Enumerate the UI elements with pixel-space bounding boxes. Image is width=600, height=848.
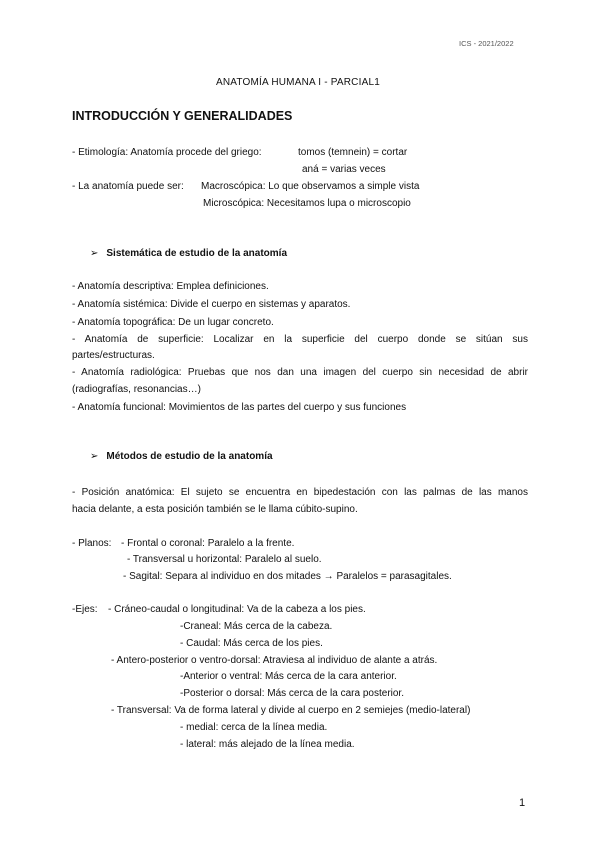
plano-item: - Transversal u horizontal: Paralelo al suelo.	[127, 554, 322, 565]
eje-subitem: - Caudal: Más cerca de los pies.	[180, 638, 323, 649]
plano-item: - Frontal o coronal: Paralelo a la frente.	[121, 538, 295, 549]
list-item: - Anatomía sistémica: Divide el cuerpo en sistemas y aparatos.	[72, 299, 351, 310]
arrow-bullet-icon: ➢	[90, 248, 99, 259]
macroscopica-text: Macroscópica: Lo que observamos a simple vista	[201, 181, 420, 192]
planos-label: - Planos:	[72, 538, 112, 549]
eje-subitem: -Posterior o dorsal: Más cerca de la cara posterior.	[180, 688, 404, 699]
etimologia-label: - Etimología: Anatomía procede del griego:	[72, 147, 262, 158]
microscopica-text: Microscópica: Necesitamos lupa o microscopio	[203, 198, 411, 209]
eje-item: - Antero-posterior o ventro-dorsal: Atraviesa al individuo de alante a atrás.	[111, 655, 438, 666]
eje-subitem: - lateral: más alejado de la línea media.	[180, 739, 355, 750]
list-item: (radiografías, resonancias…)	[72, 384, 201, 395]
list-item: - Anatomía funcional: Movimientos de las partes del cuerpo y sus funciones	[72, 402, 407, 413]
page-number: 1	[519, 797, 526, 809]
eje-subitem: -Anterior o ventral: Más cerca de la cara anterior.	[180, 671, 397, 682]
tipos-label: - La anatomía puede ser:	[72, 181, 184, 192]
sistematica-heading-text: Sistemática de estudio de la anatomía	[106, 248, 288, 259]
ejes-label: -Ejes:	[72, 604, 98, 615]
eje-subitem: -Craneal: Más cerca de la cabeza.	[180, 621, 333, 632]
section-title: INTRODUCCIÓN Y GENERALIDADES	[72, 109, 293, 123]
course-year-header: ICS - 2021/2022	[459, 39, 514, 48]
eje-item: - Cráneo-caudal o longitudinal: Va de la cabeza a los pies.	[108, 604, 366, 615]
etimologia-line-1: tomos (temnein) = cortar	[298, 147, 408, 158]
list-item: partes/estructuras.	[72, 350, 155, 361]
list-item: - Anatomía descriptiva: Emplea definiciones.	[72, 281, 269, 292]
eje-subitem: - medial: cerca de la línea media.	[180, 722, 328, 733]
list-item: - Anatomía topográfica: De un lugar concreto.	[72, 317, 274, 328]
etimologia-line-2: aná = varias veces	[302, 164, 386, 175]
eje-item: - Transversal: Va de forma lateral y divide al cuerpo en 2 semiejes (medio-lateral)	[111, 705, 471, 716]
posicion-anatomica-line-1: - Posición anatómica: El sujeto se encuentra en bipedestación con las palmas de las manos	[72, 487, 528, 498]
arrow-bullet-icon: ➢	[90, 451, 99, 462]
posicion-anatomica-line-2: hacia delante, a esta posición también se le llama cúbito-supino.	[72, 504, 358, 515]
metodos-heading	[90, 450, 273, 464]
metodos-heading-text: Métodos de estudio de la anatomía	[106, 451, 273, 462]
list-item: - Anatomía de superficie: Localizar en la superficie del cuerpo donde se sitúan sus	[72, 334, 528, 345]
plano-item: - Sagital: Separa al individuo en dos mitades → Paralelos = parasagitales.	[123, 571, 452, 582]
sistematica-heading	[90, 247, 287, 261]
document-title: ANATOMÍA HUMANA I - PARCIAL1	[216, 77, 380, 88]
list-item: - Anatomía radiológica: Pruebas que nos dan una imagen del cuerpo sin necesidad de abrir	[72, 367, 528, 378]
